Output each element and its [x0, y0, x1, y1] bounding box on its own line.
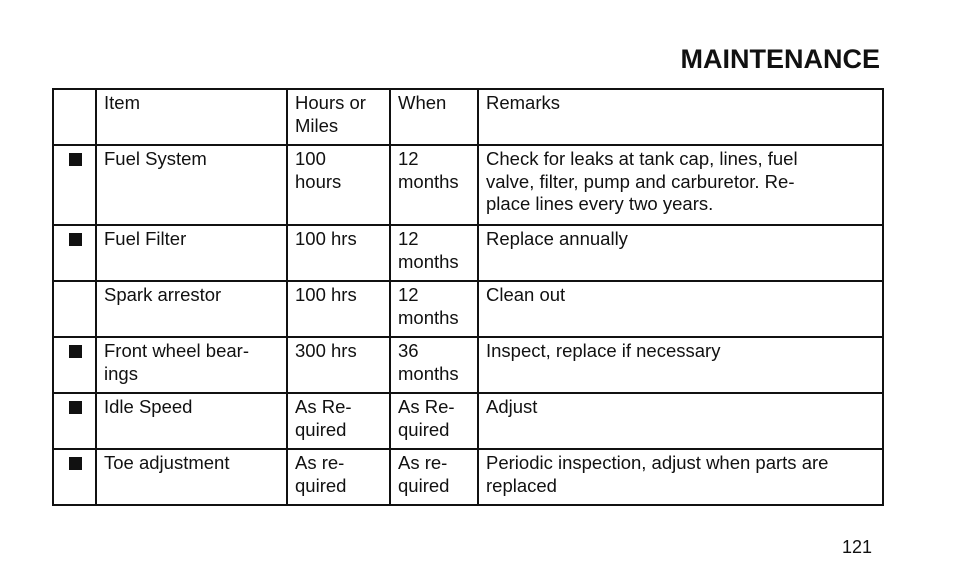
item-cell [96, 393, 287, 449]
item-cell [96, 225, 287, 281]
hours-text: As re- quired [295, 452, 347, 496]
when-cell [390, 393, 478, 449]
header-when [390, 89, 478, 145]
mark-cell [53, 225, 96, 281]
table-row [53, 145, 883, 225]
hours-cell [287, 449, 390, 505]
remarks-cell [478, 449, 883, 505]
table-row [53, 225, 883, 281]
item-text: Spark arrestor [104, 284, 222, 305]
when-cell [390, 449, 478, 505]
item-text: Fuel Filter [104, 228, 187, 249]
maintenance-table [52, 88, 884, 506]
table-row [53, 449, 883, 505]
remarks-text: Replace annually [486, 228, 628, 249]
mark-cell [53, 337, 96, 393]
remarks-cell [478, 145, 883, 225]
header-when-label: When [398, 92, 447, 113]
hours-cell [287, 393, 390, 449]
square-bullet-icon [69, 153, 82, 166]
remarks-text: Check for leaks at tank cap, lines, fuel valve, filter, pump and carburetor. Re- place lines every two years. [486, 148, 798, 214]
remarks-cell [478, 225, 883, 281]
hours-text: 100 hrs [295, 228, 357, 249]
square-bullet-icon [69, 457, 82, 470]
hours-text: As Re- quired [295, 396, 352, 440]
hours-text: 300 hrs [295, 340, 357, 361]
when-cell [390, 281, 478, 337]
table-row [53, 281, 883, 337]
hours-cell [287, 225, 390, 281]
item-cell [96, 337, 287, 393]
header-hours [287, 89, 390, 145]
square-bullet-icon [69, 345, 82, 358]
mark-cell [53, 449, 96, 505]
mark-cell [53, 145, 96, 225]
square-bullet-icon [69, 401, 82, 414]
when-cell [390, 145, 478, 225]
header-mark-cell [53, 89, 96, 145]
remarks-cell [478, 281, 883, 337]
when-text: 12 months [398, 148, 459, 192]
item-text: Toe adjustment [104, 452, 230, 473]
header-remarks-label: Remarks [486, 92, 561, 113]
when-cell [390, 337, 478, 393]
item-text: Idle Speed [104, 396, 193, 417]
header-remarks [478, 89, 883, 145]
table-row [53, 393, 883, 449]
when-text: As re- quired [398, 452, 450, 496]
hours-cell [287, 337, 390, 393]
header-hours-label: Hours or Miles [295, 92, 366, 136]
page-title: MAINTENANCE [680, 44, 880, 74]
when-text: 36 months [398, 340, 459, 384]
item-cell [96, 449, 287, 505]
remarks-cell [478, 337, 883, 393]
when-text: As Re- quired [398, 396, 455, 440]
remarks-text: Clean out [486, 284, 566, 305]
hours-cell [287, 281, 390, 337]
hours-text: 100 hrs [295, 284, 357, 305]
hours-text: 100 hours [295, 148, 342, 192]
header-item-label: Item [104, 92, 140, 113]
when-text: 12 months [398, 228, 459, 272]
table-header-row [53, 89, 883, 145]
page-number: 121 [841, 537, 872, 557]
remarks-text: Periodic inspection, adjust when parts are replaced [486, 452, 829, 496]
mark-cell [53, 281, 96, 337]
square-bullet-icon [69, 233, 82, 246]
header-item [96, 89, 287, 145]
hours-cell [287, 145, 390, 225]
when-cell [390, 225, 478, 281]
item-text: Front wheel bear- ings [104, 340, 249, 384]
table-row [53, 337, 883, 393]
remarks-text: Adjust [486, 396, 538, 417]
remarks-text: Inspect, replace if necessary [486, 340, 721, 361]
mark-cell [53, 393, 96, 449]
when-text: 12 months [398, 284, 459, 328]
item-cell [96, 281, 287, 337]
item-cell [96, 145, 287, 225]
remarks-cell [478, 393, 883, 449]
item-text: Fuel System [104, 148, 207, 169]
